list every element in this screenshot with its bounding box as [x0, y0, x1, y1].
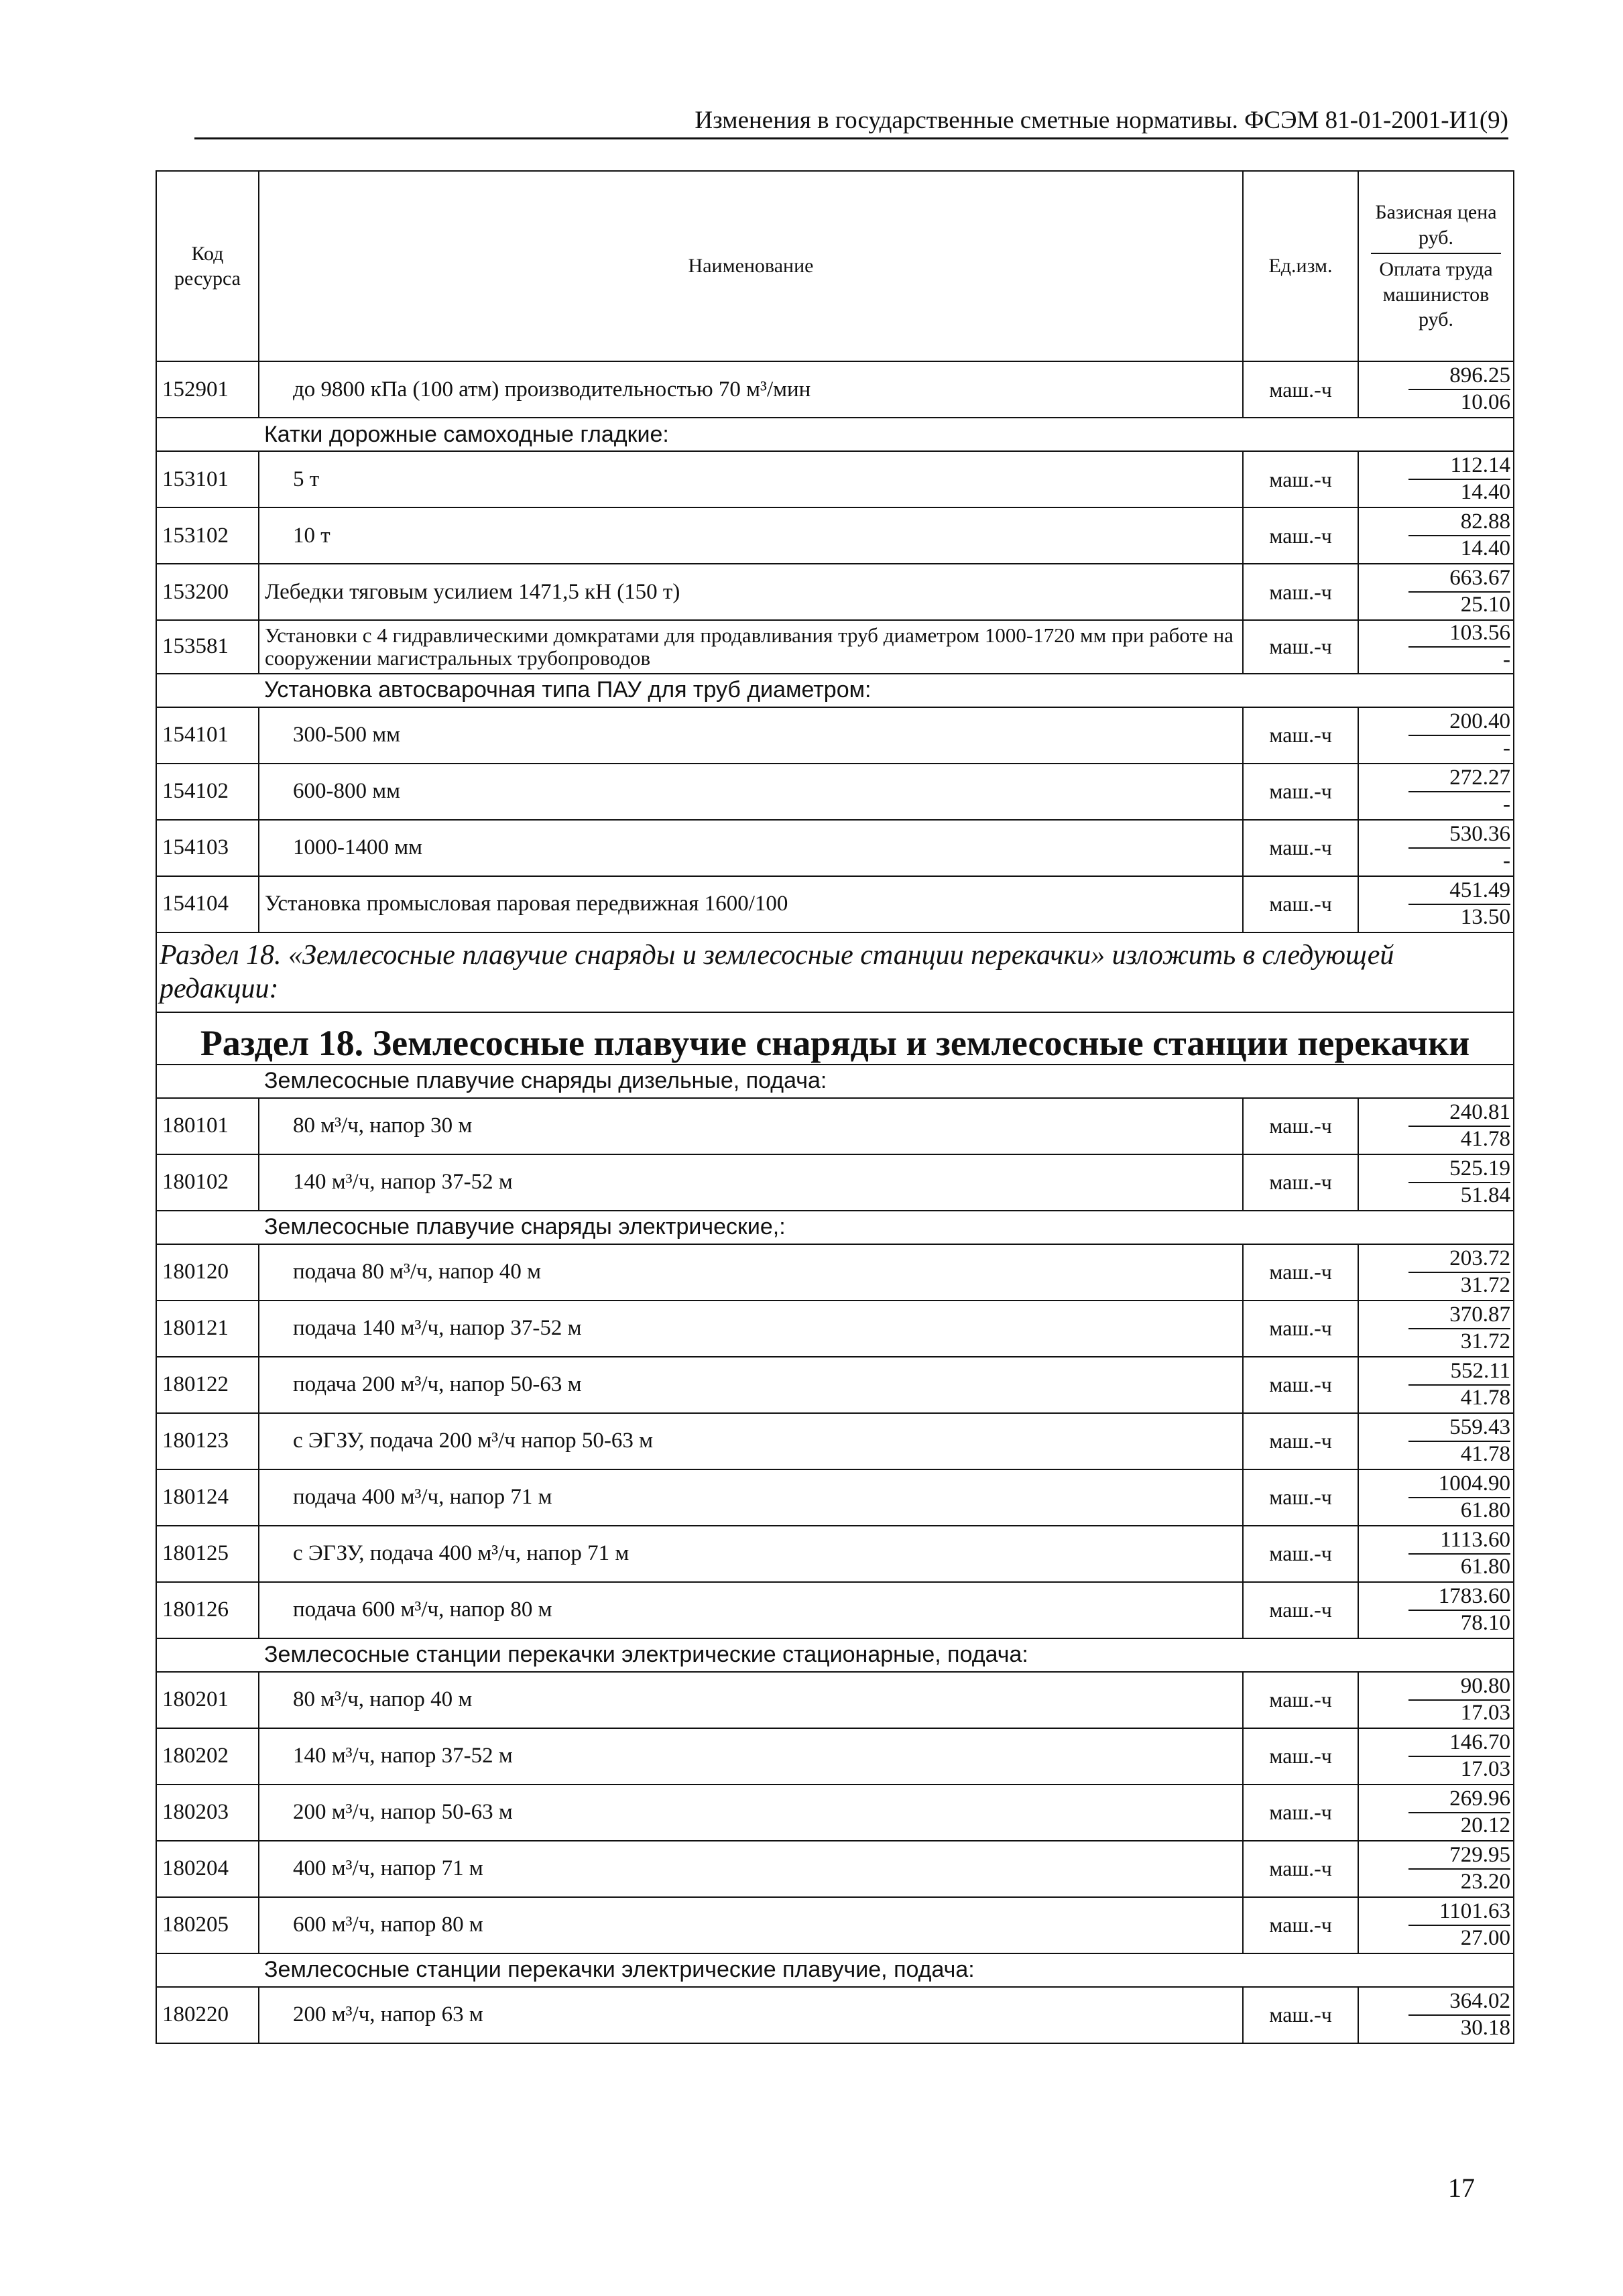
resource-name: 5 т	[259, 451, 1243, 507]
operator-wage: 23.20	[1460, 1869, 1510, 1894]
group-title: Землесосные плавучие снаряды электрические,:	[156, 1211, 1514, 1244]
resource-code: 180124	[156, 1469, 259, 1526]
resource-code: 180120	[156, 1244, 259, 1301]
unit: маш.-ч	[1243, 1244, 1358, 1301]
resource-code: 180101	[156, 1098, 259, 1154]
col-header-code: Код ресурса	[156, 171, 259, 361]
operator-wage: 13.50	[1460, 904, 1510, 929]
base-price: 729.95	[1408, 1843, 1510, 1870]
col-header-unit: Ед.изм.	[1243, 171, 1358, 361]
resource-code: 180204	[156, 1841, 259, 1897]
operator-wage: 41.78	[1460, 1126, 1510, 1151]
unit: маш.-ч	[1243, 876, 1358, 932]
price-cell	[1358, 620, 1514, 674]
unit: маш.-ч	[1243, 1301, 1358, 1357]
base-price: 146.70	[1408, 1730, 1510, 1757]
price-cell	[1358, 1728, 1514, 1785]
table-row	[156, 361, 1514, 418]
group-title: Землесосные станции перекачки электрические плавучие, подача:	[156, 1953, 1514, 1987]
resource-name: 140 м³/ч, напор 37-52 м	[259, 1728, 1243, 1785]
resource-name: 80 м³/ч, напор 30 м	[259, 1098, 1243, 1154]
resource-name: подача 140 м³/ч, напор 37-52 м	[259, 1301, 1243, 1357]
unit: маш.-ч	[1243, 1582, 1358, 1638]
operator-wage: 41.78	[1460, 1385, 1510, 1410]
group-title: Землесосные плавучие снаряды дизельные, подача:	[156, 1065, 1514, 1098]
unit: маш.-ч	[1243, 1526, 1358, 1582]
table-row	[156, 1841, 1514, 1897]
operator-wage: -	[1503, 735, 1510, 760]
resource-name: 300-500 мм	[259, 707, 1243, 764]
base-price: 1004.90	[1408, 1471, 1510, 1498]
resource-name: 600 м³/ч, напор 80 м	[259, 1897, 1243, 1953]
unit: маш.-ч	[1243, 1897, 1358, 1953]
resource-name: Лебедки тяговым усилием 1471,5 кН (150 т)	[259, 564, 1243, 620]
price-cell	[1358, 1987, 1514, 2043]
col-header-divider	[1371, 253, 1501, 254]
table-row	[156, 1728, 1514, 1785]
col-header-price-top: Базисная цена руб.	[1375, 201, 1497, 249]
price-cell	[1358, 1672, 1514, 1728]
group-title: Катки дорожные самоходные гладкие:	[156, 418, 1514, 451]
base-price: 269.96	[1408, 1787, 1510, 1813]
resource-code: 180102	[156, 1154, 259, 1211]
base-price: 240.81	[1408, 1100, 1510, 1127]
table-row	[156, 1301, 1514, 1357]
unit: маш.-ч	[1243, 1728, 1358, 1785]
resource-code: 154104	[156, 876, 259, 932]
resource-code: 154102	[156, 764, 259, 820]
table-row	[156, 1413, 1514, 1469]
operator-wage: 27.00	[1460, 1925, 1510, 1950]
resource-code: 180121	[156, 1301, 259, 1357]
resource-name: до 9800 кПа (100 атм) производительностью 70 м³/мин	[259, 361, 1243, 418]
unit: маш.-ч	[1243, 451, 1358, 507]
unit: маш.-ч	[1243, 1469, 1358, 1526]
operator-wage: 20.12	[1460, 1813, 1510, 1837]
resource-code: 180220	[156, 1987, 259, 2043]
table-row	[156, 1098, 1514, 1154]
resource-name: подача 400 м³/ч, напор 71 м	[259, 1469, 1243, 1526]
unit: маш.-ч	[1243, 1672, 1358, 1728]
table-row	[156, 620, 1514, 674]
price-cell	[1358, 1526, 1514, 1582]
table-row	[156, 876, 1514, 932]
amendment-note: Раздел 18. «Землесосные плавучие снаряды и землесосные станции перекачки» изложить в следующей редакции:	[156, 932, 1514, 1012]
base-price: 1101.63	[1408, 1899, 1510, 1926]
resource-code: 180123	[156, 1413, 259, 1469]
operator-wage: 17.03	[1460, 1700, 1510, 1725]
unit: маш.-ч	[1243, 1987, 1358, 2043]
operator-wage: 25.10	[1460, 593, 1510, 617]
resource-code: 152901	[156, 361, 259, 418]
table-row	[156, 1357, 1514, 1413]
price-cell	[1358, 1357, 1514, 1413]
base-price: 370.87	[1408, 1303, 1510, 1329]
table-row	[156, 1582, 1514, 1638]
resource-code: 180122	[156, 1357, 259, 1413]
price-cell	[1358, 1469, 1514, 1526]
operator-wage: -	[1503, 647, 1510, 672]
unit: маш.-ч	[1243, 1785, 1358, 1841]
operator-wage: 30.18	[1460, 2015, 1510, 2040]
resource-name: 140 м³/ч, напор 37-52 м	[259, 1154, 1243, 1211]
resource-code: 180125	[156, 1526, 259, 1582]
unit: маш.-ч	[1243, 361, 1358, 418]
resource-name: Установки с 4 гидравлическими домкратами для продавливания труб диаметром 1000-1720 мм при работе на сооружении магистральных трубопроводов	[259, 620, 1243, 674]
resource-name: 400 м³/ч, напор 71 м	[259, 1841, 1243, 1897]
base-price: 200.40	[1408, 709, 1510, 736]
operator-wage: -	[1503, 792, 1510, 817]
resource-code: 180126	[156, 1582, 259, 1638]
unit: маш.-ч	[1243, 564, 1358, 620]
unit: маш.-ч	[1243, 820, 1358, 876]
price-cell	[1358, 507, 1514, 564]
resource-name: подача 600 м³/ч, напор 80 м	[259, 1582, 1243, 1638]
table-row	[156, 564, 1514, 620]
unit: маш.-ч	[1243, 707, 1358, 764]
base-price: 203.72	[1408, 1246, 1510, 1273]
col-header-price-bottom: Оплата труда машинистов руб.	[1379, 258, 1493, 331]
resource-code: 154101	[156, 707, 259, 764]
operator-wage: 17.03	[1460, 1756, 1510, 1781]
price-cell	[1358, 451, 1514, 507]
resource-code: 180201	[156, 1672, 259, 1728]
price-cell	[1358, 820, 1514, 876]
unit: маш.-ч	[1243, 1154, 1358, 1211]
price-cell	[1358, 1154, 1514, 1211]
resource-name: подача 200 м³/ч, напор 50-63 м	[259, 1357, 1243, 1413]
group-row	[156, 1953, 1514, 1987]
price-cell	[1358, 1301, 1514, 1357]
table-row	[156, 820, 1514, 876]
base-price: 552.11	[1408, 1359, 1510, 1386]
resource-code: 180205	[156, 1897, 259, 1953]
price-cell	[1358, 1897, 1514, 1953]
operator-wage: 41.78	[1460, 1441, 1510, 1466]
resource-name: с ЭГЗУ, подача 400 м³/ч, напор 71 м	[259, 1526, 1243, 1582]
group-title: Установка автосварочная типа ПАУ для труб диаметром:	[156, 674, 1514, 707]
price-cell	[1358, 764, 1514, 820]
unit: маш.-ч	[1243, 1413, 1358, 1469]
base-price: 451.49	[1408, 878, 1510, 905]
table-row	[156, 1785, 1514, 1841]
section-title-row	[156, 1012, 1514, 1065]
resource-code: 153200	[156, 564, 259, 620]
base-price: 82.88	[1408, 509, 1510, 536]
group-row	[156, 674, 1514, 707]
operator-wage: -	[1503, 848, 1510, 873]
base-price: 112.14	[1408, 453, 1510, 480]
base-price: 530.36	[1408, 822, 1510, 849]
table-row	[156, 507, 1514, 564]
table-header-row	[156, 171, 1514, 361]
operator-wage: 14.40	[1460, 480, 1510, 504]
table-row	[156, 1154, 1514, 1211]
resource-code: 154103	[156, 820, 259, 876]
resource-name: с ЭГЗУ, подача 200 м³/ч напор 50-63 м	[259, 1413, 1243, 1469]
operator-wage: 14.40	[1460, 536, 1510, 560]
resource-name: 80 м³/ч, напор 40 м	[259, 1672, 1243, 1728]
price-cell	[1358, 1244, 1514, 1301]
resource-code: 180203	[156, 1785, 259, 1841]
price-cell	[1358, 1413, 1514, 1469]
resource-table	[156, 170, 1514, 2044]
group-row	[156, 1211, 1514, 1244]
group-row	[156, 1065, 1514, 1098]
resource-code: 180202	[156, 1728, 259, 1785]
operator-wage: 10.06	[1460, 390, 1510, 414]
group-title: Землесосные станции перекачки электрические стационарные, подача:	[156, 1638, 1514, 1672]
table-row	[156, 1469, 1514, 1526]
price-cell	[1358, 1841, 1514, 1897]
operator-wage: 61.80	[1460, 1498, 1510, 1522]
operator-wage: 78.10	[1460, 1610, 1510, 1635]
operator-wage: 31.72	[1460, 1272, 1510, 1297]
resource-code: 153102	[156, 507, 259, 564]
operator-wage: 31.72	[1460, 1329, 1510, 1353]
table-row	[156, 1672, 1514, 1728]
resource-name: 10 т	[259, 507, 1243, 564]
section-title: Раздел 18. Землесосные плавучие снаряды и землесосные станции перекачки	[156, 1012, 1514, 1065]
unit: маш.-ч	[1243, 620, 1358, 674]
table-row	[156, 1897, 1514, 1953]
price-cell	[1358, 1582, 1514, 1638]
base-price: 272.27	[1408, 766, 1510, 792]
unit: маш.-ч	[1243, 507, 1358, 564]
resource-code: 153101	[156, 451, 259, 507]
resource-name: Установка промысловая паровая передвижная 1600/100	[259, 876, 1243, 932]
col-header-price	[1358, 171, 1514, 361]
base-price: 1783.60	[1408, 1584, 1510, 1611]
unit: маш.-ч	[1243, 1841, 1358, 1897]
base-price: 525.19	[1408, 1156, 1510, 1183]
base-price: 90.80	[1408, 1674, 1510, 1701]
note-row	[156, 932, 1514, 1012]
document-header: Изменения в государственные сметные нормативы. ФСЭМ 81-01-2001-И1(9)	[194, 106, 1508, 139]
base-price: 559.43	[1408, 1415, 1510, 1442]
resource-code: 153581	[156, 620, 259, 674]
operator-wage: 61.80	[1460, 1554, 1510, 1579]
base-price: 663.67	[1408, 566, 1510, 593]
base-price: 1113.60	[1408, 1528, 1510, 1555]
resource-name: 1000-1400 мм	[259, 820, 1243, 876]
resource-name: 200 м³/ч, напор 50-63 м	[259, 1785, 1243, 1841]
price-cell	[1358, 1098, 1514, 1154]
base-price: 103.56	[1408, 621, 1510, 648]
price-cell	[1358, 1785, 1514, 1841]
operator-wage: 51.84	[1460, 1183, 1510, 1207]
resource-name: 200 м³/ч, напор 63 м	[259, 1987, 1243, 2043]
table-row	[156, 1244, 1514, 1301]
table-row	[156, 1987, 1514, 2043]
group-row	[156, 418, 1514, 451]
unit: маш.-ч	[1243, 1098, 1358, 1154]
price-cell	[1358, 707, 1514, 764]
price-cell	[1358, 564, 1514, 620]
price-cell	[1358, 361, 1514, 418]
resource-name: 600-800 мм	[259, 764, 1243, 820]
group-row	[156, 1638, 1514, 1672]
table-row	[156, 1526, 1514, 1582]
unit: маш.-ч	[1243, 764, 1358, 820]
base-price: 364.02	[1408, 1989, 1510, 2016]
table-row	[156, 764, 1514, 820]
table-row	[156, 451, 1514, 507]
base-price: 896.25	[1408, 363, 1510, 390]
resource-name: подача 80 м³/ч, напор 40 м	[259, 1244, 1243, 1301]
col-header-name: Наименование	[259, 171, 1243, 361]
page-number: 17	[1448, 2173, 1475, 2203]
table-row	[156, 707, 1514, 764]
price-cell	[1358, 876, 1514, 932]
unit: маш.-ч	[1243, 1357, 1358, 1413]
